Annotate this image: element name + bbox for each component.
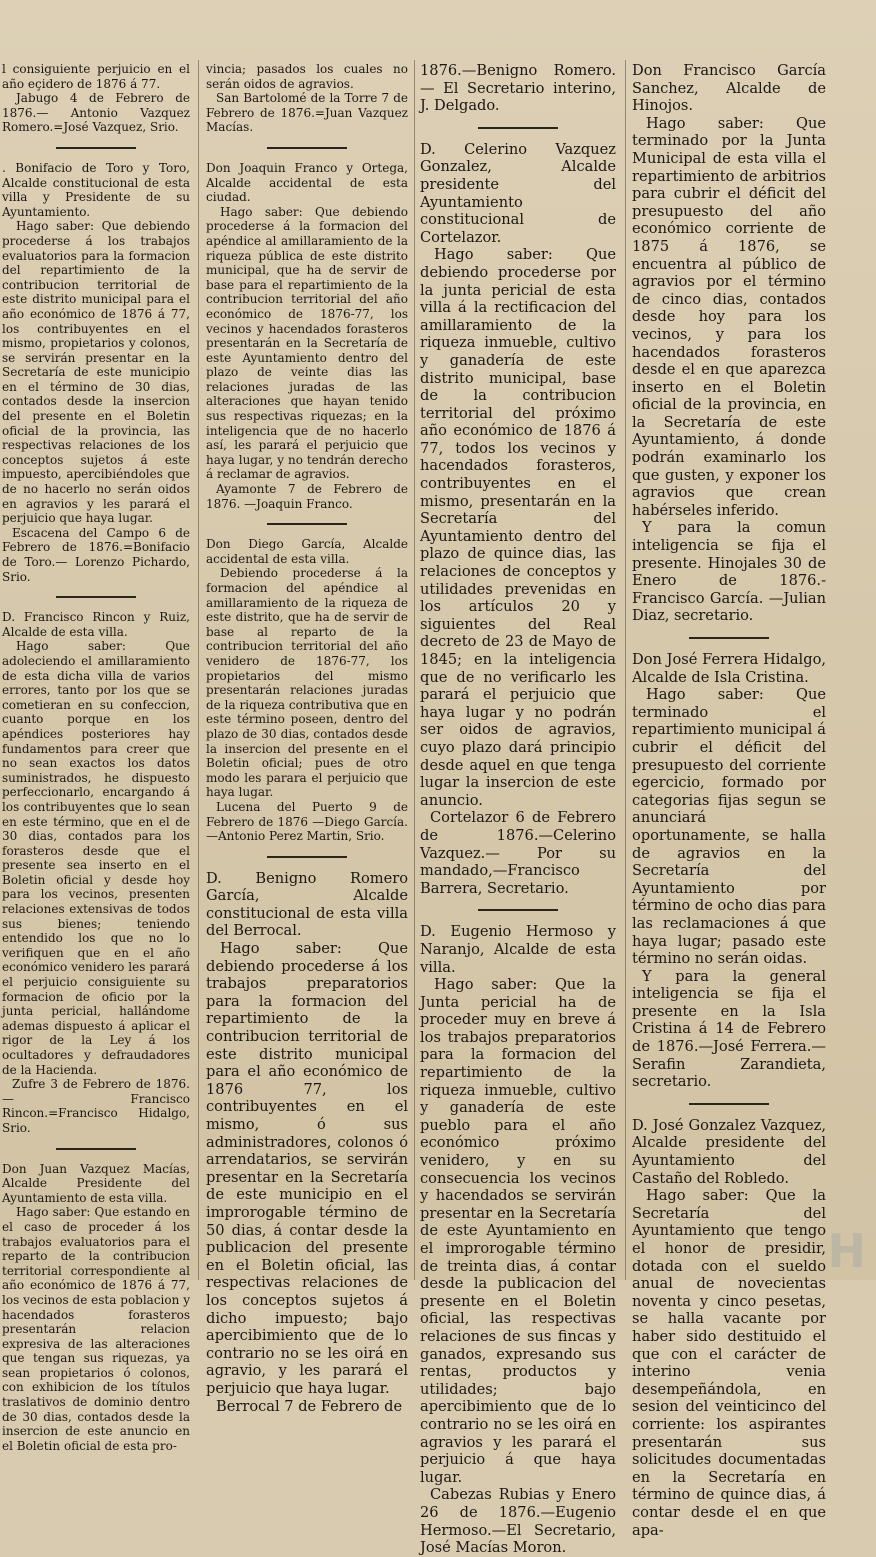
notice — [206, 161, 408, 511]
notice-body: Hago saber: Que estando en el caso de proceder á los trabajos evaluatorios para el reparto de la contribucion territorial correspondiente al año económico de 1876 á 77, los vecinos de esta poblacion y hacendados forasteros presentarán relacion expresiva de las alteraciones que tengan sus riquezas, ya sean propietarios ó colonos, con exhibicion de los títulos traslativos de dominio dentro de 30 dias, contados desde la insercion de este anuncio en el Boletin oficial de esta pro- — [2, 1205, 190, 1453]
notice-heading: D. Benigno Romero García, Alcalde constitucional de esta villa del Berrocal. — [206, 869, 408, 940]
notice-heading: D. Eugenio Hermoso y Naranjo, Alcalde de esta villa. — [420, 923, 616, 976]
notice — [632, 651, 826, 1091]
column-3 — [420, 62, 616, 1557]
separator-rule — [689, 1103, 769, 1105]
notice-signature: Jabugo 4 de Febrero de 1876.— Antonio Vazquez Romero.=José Vazquez, Srio. — [2, 91, 190, 135]
notice-body: Hago saber: Que debiendo procederse á los trabajos preparatorios para la formacion del repartimiento de la contribucion territorial de este distrito municipal para el año económico de 1876 77, los contribuyentes en el mismo, ó sus administradores, colonos ó arrendatarios, se servirán presentar en la Secretaría de este municipio en el improrogable término de 50 dias, á contar desde la publicacion del presente en el Boletin oficial, las respectivas relaciones de los conceptos sujetos á dicho impuesto; bajo apercibimiento que de lo contrario no se les oirá en agravio, y les parará el perjuicio que haya lugar. — [206, 940, 408, 1397]
notice-body: Hago saber: Que terminado por la Junta Municipal de esta villa el repartimiento de arbitrios para cubrir el déficit del presupuesto del año económico corriente de 1875 á 1876, se encuentra al público de agravios por el término de cinco dias, contados desde hoy para los vecinos, y para los hacendados forasteros desde el en que aparezca inserto en el Boletin oficial de la provincia, en la Secretaría de este Ayuntamiento, á donde podrán examinarlo los que gusten, y exponer los agravios que crean habérseles inferido. — [632, 114, 826, 519]
column-rule — [198, 60, 199, 1280]
column-4 — [632, 62, 826, 1539]
notice-body: Hago saber: Que debiendo procederse á la formacion del apéndice al amillaramiento de la riqueza pública de este distrito municipal, que ha de servir de base para el repartimiento de la contribucion territorial del año económico de 1876-77, los vecinos y hacendados forasteros presentarán en la Secretaría de este Ayuntamiento dentro del plazo de veinte dias las relaciones juradas de las alteraciones que hayan tenido sus respectivas riquezas; en la inteligencia que de no hacerlo así, les parará el perjuicio que haya lugar, y no tendrán derecho á reclamar de agravios. — [206, 204, 408, 482]
separator-rule — [56, 596, 136, 598]
notice — [206, 870, 408, 1415]
notice — [206, 62, 408, 135]
notice — [2, 610, 190, 1135]
notice-heading: D. Francisco Rincon y Ruiz, Alcalde de esta villa. — [2, 610, 190, 639]
watermark: H — [827, 1224, 868, 1278]
notice-body: Hago saber: Que debiendo procederse por la junta pericial de esta villa á la rectificacion del amillaramiento de la riqueza inmueble, cultivo y ganadería de este distrito municipal, base de la contribucion territorial del próximo año económico de 1876 á 77, todos los vecinos y hacendados forasteros, contribuyentes en el mismo, presentarán en la Secretaría del Ayuntamiento dentro del plazo de quince dias, las relaciones de conceptos y utilidades prevenidas en los artículos 20 y siguientes del Real decreto de 23 de Mayo de 1845; en la inteligencia que de no verificarlo les parará el perjuicio que haya lugar y no podrán ser oidos de agravios, cuyo plazo dará principio desde aquel en que tenga lugar la insercion de este anuncio. — [420, 246, 616, 809]
notice-heading: D. Celerino Vazquez Gonzalez, Alcalde presidente del Ayuntamiento constitucional de Cortelazor. — [420, 140, 616, 246]
separator-rule — [267, 856, 347, 858]
notice-text: l consiguiente perjuicio en el año eçidero de 1876 á 77. — [2, 62, 190, 91]
notice-heading: Don Joaquin Franco y Ortega, Alcalde accidental de esta ciudad. — [206, 160, 408, 205]
notice-heading: Don José Ferrera Hidalgo, Alcalde de Isla Cristina. — [632, 651, 826, 686]
notice-heading: Don Diego García, Alcalde accidental de esta villa. — [206, 537, 408, 566]
notice-signature: San Bartolomé de la Torre 7 de Febrero de 1876.=Juan Vazquez Macías. — [206, 91, 408, 135]
notice — [2, 161, 190, 584]
notice-signature: Zufre 3 de Febrero de 1876.— Francisco Rincon.=Francisco Hidalgo, Srio. — [2, 1077, 190, 1135]
notice-text: 1876.—Benigno Romero.— El Secretario interino, J. Delgado. — [420, 62, 616, 115]
notice — [206, 537, 408, 843]
notice-body: Hago saber: Que debiendo procederse á los trabajos evaluatorios para la formacion del repartimiento de la contribucion territorial de este distrito municipal para el año económico de 1876 á 77, los contribuyentes en el mismo, propietarios y colonos, se servirán presentar en la Secretaría de este municipio en el término de 30 dias, contados desde la insercion del presente en el Boletin oficial de la provincia, las respectivas relaciones de los conceptos sujetos á este impuesto, apercibiéndoles que de no hacerlo no serán oidos en agravios y les parará el perjuicio que haya lugar. — [2, 219, 190, 526]
column-rule — [414, 60, 415, 1280]
notice-body: Hago saber: Que terminado el repartimiento municipal á cubrir el déficit del presupuesto del corriente egercicio, formado por categorias fijas segun se anunciará oportunamente, se halla de agravios en la Secretaría del Ayuntamiento por término de ocho dias para las reclamaciones á que haya lugar; pasado este término no serán oidas. — [632, 686, 826, 968]
column-2 — [206, 62, 408, 1415]
notice-signature: Berrocal 7 de Febrero de — [216, 1397, 403, 1415]
notice — [420, 141, 616, 898]
notice-body: Hago saber: Que la Secretaría del Ayuntamiento que tengo el honor de presidir, dotada con el sueldo anual de novecientas noventa y cinco pesetas, se halla vacante por haber sido destituido el que con el carácter de interino venia desempeñándola, en sesion del veinticinco del corriente: los aspirantes presentarán sus solicitudes documentadas en la Secretaría en término de quince dias, á contar desde el en que apa- — [632, 1187, 826, 1539]
notice-signature: Y para la general inteligencia se fija el presente en la Isla Cristina á 14 de Febrero de 1876.—José Ferrera.— Serafin Zarandieta, secretario. — [632, 967, 826, 1091]
notice-body: Debiendo procederse á la formacion del apéndice al amillaramiento de la riqueza de este distrito, que ha de servir de base al reparto de la contribucion territorial del año venidero de 1876-77, los propietarios del mismo presentarán relaciones juradas de la riqueza contributiva que en este término poseen, dentro del plazo de 30 dias, contados desde la insercion del presente en el Boletin oficial; pues de otro modo les parara el perjuicio que haya lugar. — [206, 566, 408, 800]
separator-rule — [689, 637, 769, 639]
notice-signature: Cortelazor 6 de Febrero de 1876.—Celerino Vazquez.— Por su mandado,—Francisco Barrera, Secretario. — [420, 809, 616, 897]
notice-heading: Don Juan Vazquez Macías, Alcalde Presidente del Ayuntamiento de esta villa. — [2, 1161, 190, 1205]
separator-rule — [267, 147, 347, 149]
notice — [2, 1162, 190, 1454]
separator-rule — [267, 523, 347, 525]
notice — [632, 62, 826, 625]
separator-rule — [56, 1148, 136, 1150]
notice-signature: Ayamonte 7 de Febrero de 1876. —Joaquin Franco. — [206, 482, 408, 511]
notice-signature: Lucena del Puerto 9 de Febrero de 1876 —Diego García.—Antonio Perez Martin, Srio. — [206, 799, 408, 844]
notice-signature: Y para la comun inteligencia se fija el presente. Hinojales 30 de Enero de 1876.- Francisco García. —Julian Diaz, secretario. — [632, 519, 826, 625]
notice — [2, 62, 190, 135]
notice-body: Hago saber: Que adoleciendo el amillaramiento de esta dicha villa de varios errores, tanto por los que se cometieran en su confeccion, cuanto porque en los apéndices posteriores hay fundamentos para creer que no sean exactos los datos suministrados, he dispuesto perfeccionarlo, encargando á los contribuyentes que lo sean en este término, que en el de 30 dias, contados para los forasteros desde que el presente sea inserto en el Boletin oficial y desde hoy para los vecinos, presenten relaciones extensivas de todos sus bienes; teniendo entendido los que no lo verifiquen que en el año económico venidero les parará el perjuicio consiguiente su formacion de oficio por la junta pericial, hallándome ademas dispuesto á aplicar el rigor de la Ley á los ocultadores y defraudadores de la Hacienda. — [2, 639, 190, 1077]
separator-rule — [478, 127, 558, 129]
notice-signature: Cabezas Rubias y Enero 26 de 1876.—Eugenio Hermoso.—El Secretario, José Macías Moron. — [420, 1486, 616, 1557]
notice-body: Hago saber: Que la Junta pericial ha de proceder muy en breve á los trabajos preparatorios para la formacion del repartimiento de la riqueza inmueble, cultivo y ganadería de este pueblo para el año económico próximo venidero, y en su consecuencia los vecinos y hacendados se servirán presentar en la Secretaría de este Ayuntamiento en el improrogable término de treinta dias, á contar desde la publicacion del presente en el Boletin oficial, las respectivas relaciones de sus fincas y ganados, expresando sus rentas, productos y utilidades; bajo apercibimiento que de lo contrario no se les oirá en agravios y les parará el perjuicio á que haya lugar. — [420, 976, 616, 1486]
column-1 — [2, 62, 190, 1453]
notice — [632, 1117, 826, 1539]
separator-rule — [478, 909, 558, 911]
separator-rule — [56, 147, 136, 149]
notice — [420, 923, 616, 1556]
column-rule — [625, 60, 626, 1280]
notice — [420, 62, 616, 115]
notice-heading: . Bonifacio de Toro y Toro, Alcalde constitucional de esta villa y Presidente de su Ayuntamiento. — [2, 160, 190, 219]
notice-heading: D. José Gonzalez Vazquez, Alcalde presidente del Ayuntamiento del Castaño del Robledo. — [632, 1116, 826, 1187]
notice-heading: Don Francisco García Sanchez, Alcalde de Hinojos. — [632, 62, 826, 115]
notice-signature: Escacena del Campo 6 de Febrero de 1876.=Bonifacio de Toro.— Lorenzo Pichardo, Srio. — [2, 525, 190, 584]
notice-text: vincia; pasados los cuales no serán oidos de agravios. — [206, 62, 408, 91]
